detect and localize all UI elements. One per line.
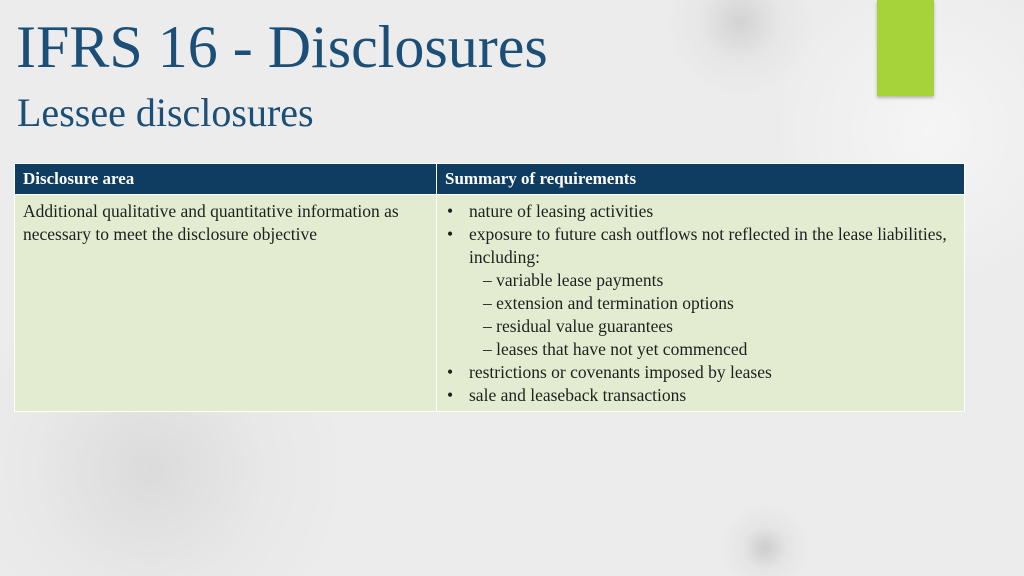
header-summary-of-requirements: Summary of requirements [437,164,965,195]
header-disclosure-area: Disclosure area [15,164,437,195]
disclosure-table [14,163,965,412]
table-header-row [15,164,965,195]
bullet-icon: • [447,362,454,382]
list-item-text: sale and leaseback transactions [469,385,687,405]
list-item [445,384,956,407]
list-item [445,223,956,361]
disclosure-table-container [14,163,964,412]
cell-summary-of-requirements [437,195,965,412]
bullet-icon: • [447,385,454,405]
sub-list-item: – variable lease payments [483,270,664,290]
sub-list-item: – extension and termination options [483,293,734,313]
requirements-list [445,200,956,407]
sub-list-item: – residual value guarantees [483,316,673,336]
list-item-text: nature of leasing activities [469,201,654,221]
sub-list [469,269,956,361]
cell-disclosure-area: Additional qualitative and quantitative information as necessary to meet the disclosure objective [15,195,437,412]
table-row [15,195,965,412]
list-item [445,361,956,384]
list-item-text: exposure to future cash outflows not reflected in the lease liabilities, including: [469,224,947,267]
sub-list-item: – leases that have not yet commenced [483,339,748,359]
list-item-text: restrictions or covenants imposed by leases [469,362,772,382]
bullet-icon: • [447,224,454,244]
list-item [445,200,956,223]
bullet-icon: • [447,201,454,221]
slide-subtitle: Lessee disclosures [17,90,314,135]
slide-title: IFRS 16 - Disclosures [16,14,548,80]
accent-bar [877,0,934,96]
